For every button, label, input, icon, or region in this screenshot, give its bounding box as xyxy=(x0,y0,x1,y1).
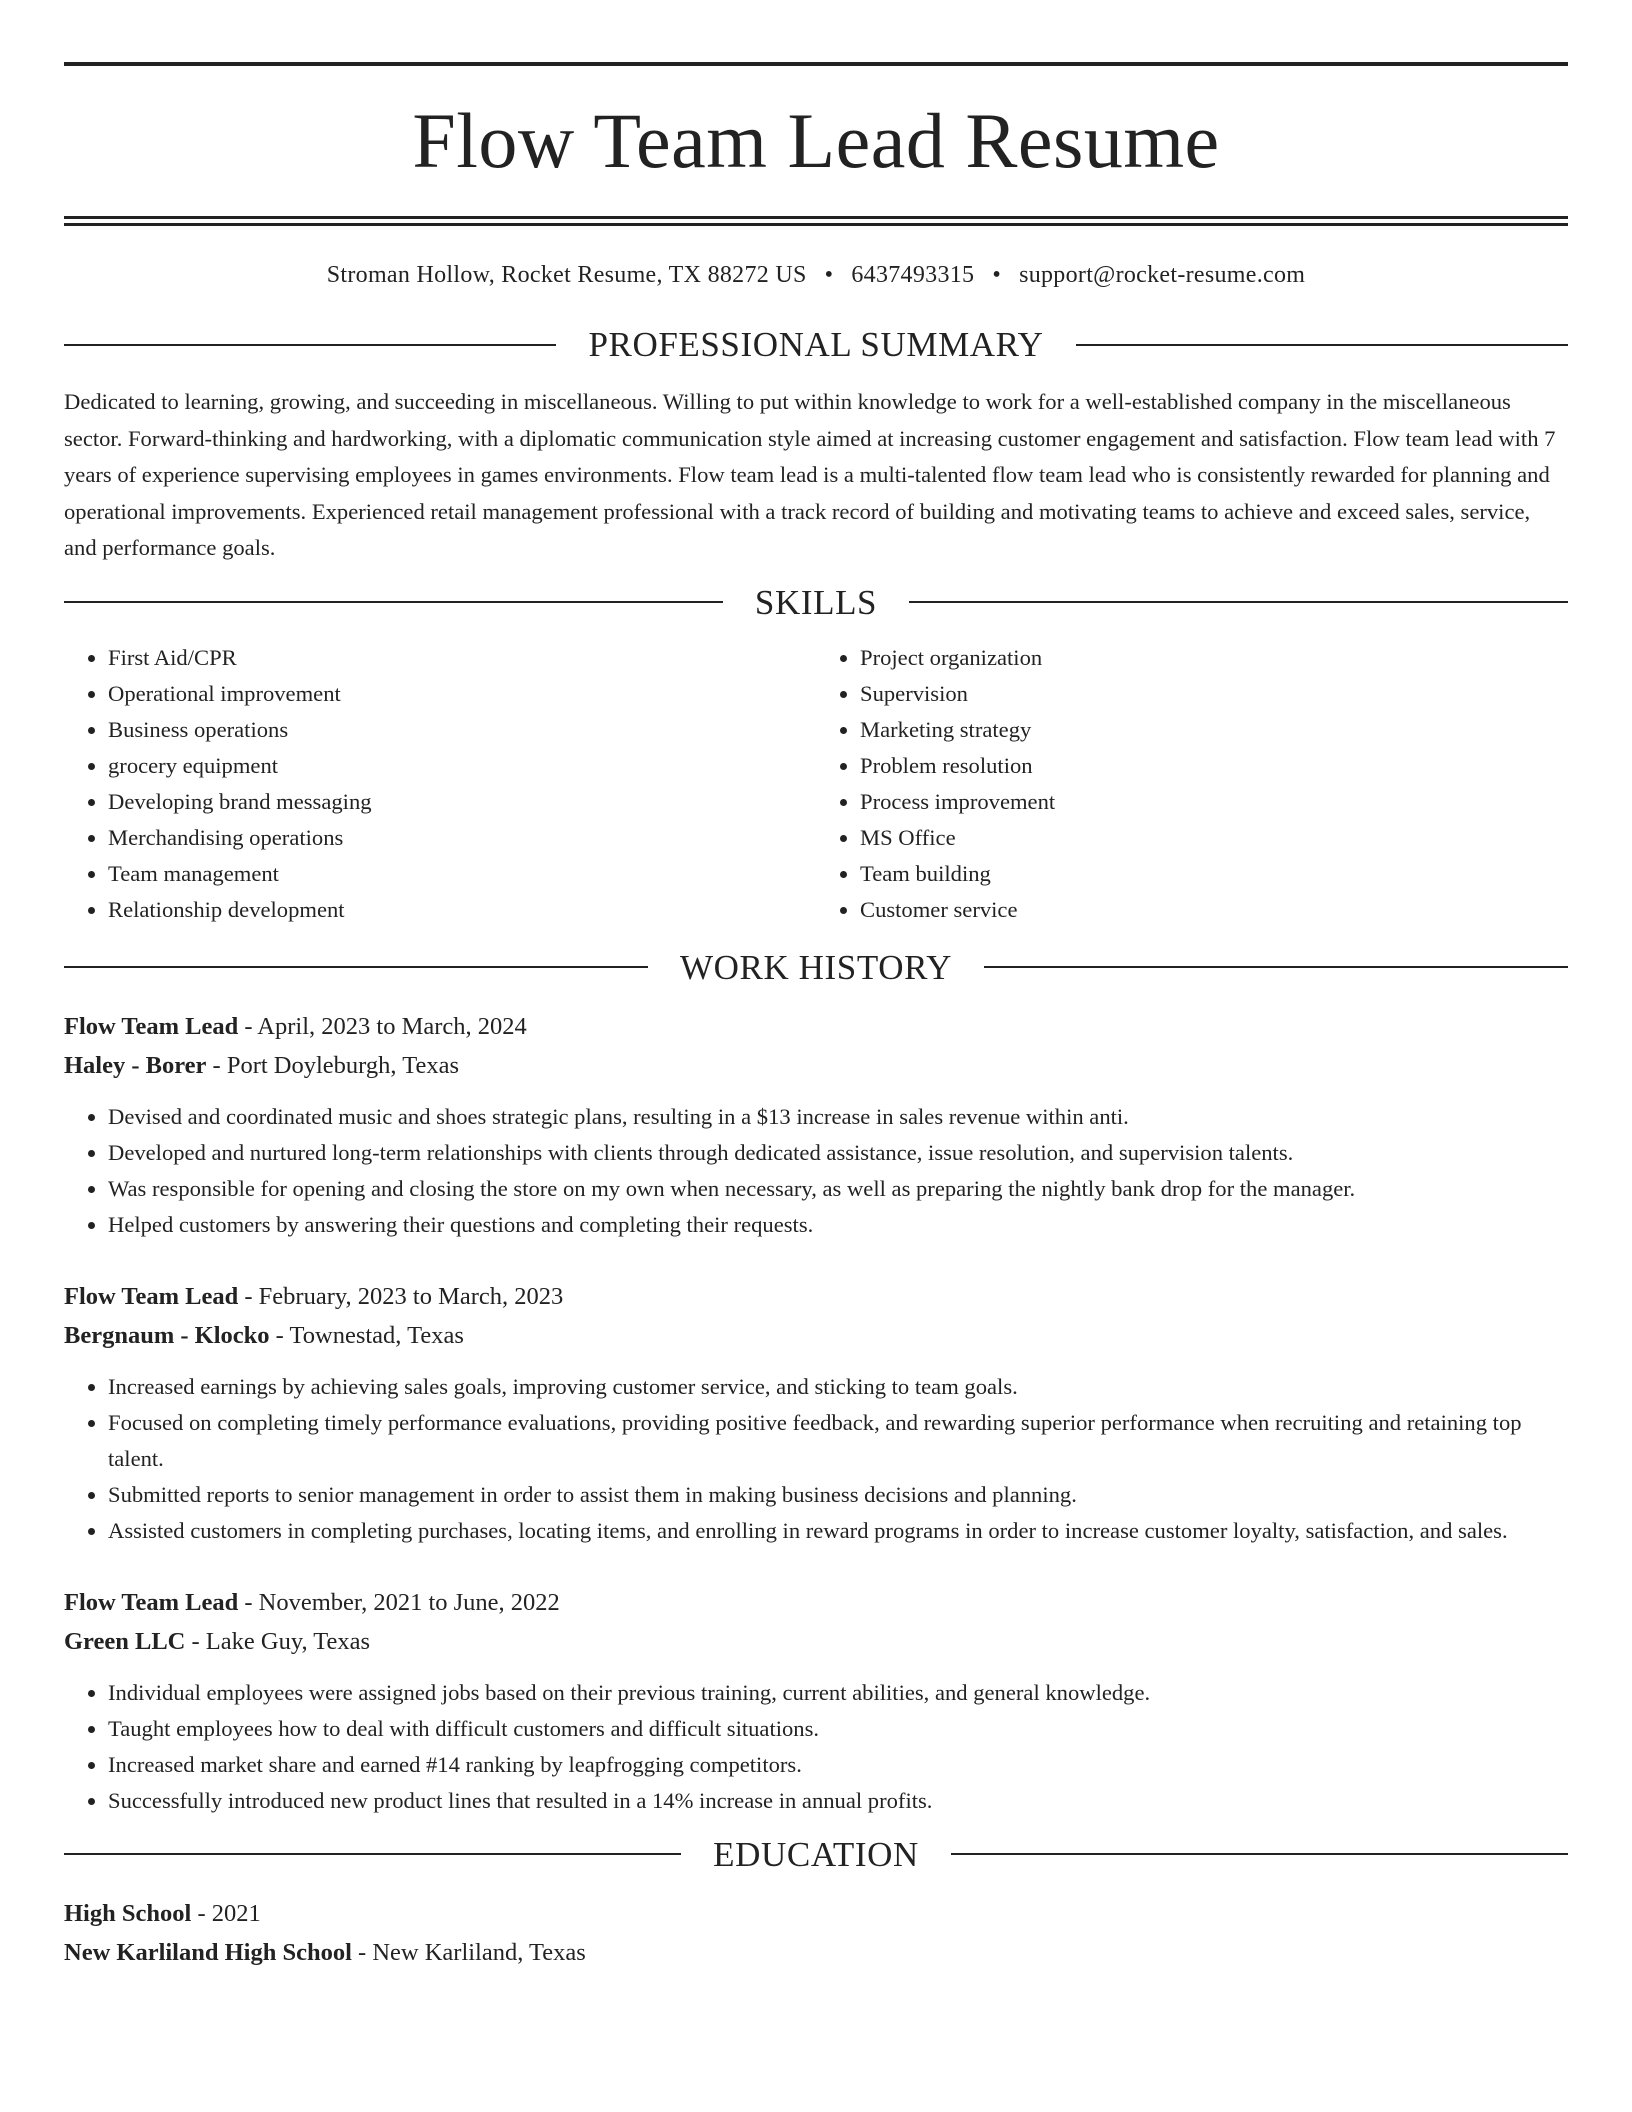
job-location: - Lake Guy, Texas xyxy=(185,1627,371,1655)
skills-list xyxy=(64,640,1568,928)
job-dates: - April, 2023 to March, 2024 xyxy=(238,1012,527,1040)
job-bullet: • Assisted customers in completing purchases, locating items, and enrolling in reward programs in order to increase customer loyalty, satisfaction, and sales. xyxy=(108,1513,1568,1549)
skill-item: • Developing brand messaging xyxy=(108,784,816,820)
education-year: - 2021 xyxy=(191,1899,261,1927)
job-bullet: • Devised and coordinated music and shoes strategic plans, resulting in a $13 increase in sales revenue within anti. xyxy=(108,1099,1568,1135)
skills-heading-label: SKILLS xyxy=(754,582,878,622)
job-bullet: • Increased earnings by achieving sales goals, improving customer service, and sticking to team goals. xyxy=(108,1369,1568,1405)
education-degree: High School xyxy=(64,1899,192,1927)
job-bullet: • Individual employees were assigned jobs based on their previous training, current abilities, and general knowledge. xyxy=(108,1675,1568,1711)
job-bullet: • Taught employees how to deal with difficult customers and difficult situations. xyxy=(108,1711,1568,1747)
job-location: - Port Doyleburgh, Texas xyxy=(206,1051,459,1079)
job-title: Flow Team Lead xyxy=(64,1588,239,1616)
job-title-line xyxy=(64,1277,1568,1316)
skills-column-left xyxy=(64,640,816,928)
job-bullets xyxy=(64,1099,1568,1243)
contact-separator: • xyxy=(992,262,1002,288)
work-heading-label: WORK HISTORY xyxy=(680,947,952,987)
education-entry xyxy=(64,1894,1568,1972)
job-company-line xyxy=(64,1046,1568,1085)
education-school-line xyxy=(64,1933,1568,1972)
page-title: Flow Team Lead Resume xyxy=(412,97,1220,184)
skill-item: • Supervision xyxy=(860,676,1568,712)
job-location: - Townestad, Texas xyxy=(269,1321,464,1349)
skill-item: • Problem resolution xyxy=(860,748,1568,784)
heading-rule-left xyxy=(64,601,723,603)
job-bullet: • Focused on completing timely performance evaluations, providing positive feedback, and rewarding superior performance when recruiting and retaining top talent. xyxy=(108,1405,1568,1477)
skill-item: • Team building xyxy=(860,856,1568,892)
skill-item: • Merchandising operations xyxy=(108,820,816,856)
job-bullet: • Was responsible for opening and closing the store on my own when necessary, as well as preparing the nightly bank drop for the manager. xyxy=(108,1171,1568,1207)
heading-rule-right xyxy=(1076,344,1568,346)
title-double-rule xyxy=(64,216,1568,226)
skills-section-heading xyxy=(64,582,1568,622)
summary-heading-label: PROFESSIONAL SUMMARY xyxy=(588,325,1044,364)
job-entry xyxy=(64,1007,1568,1243)
job-company: Green LLC xyxy=(64,1627,186,1655)
contact-separator: • xyxy=(824,262,834,288)
summary-section-heading xyxy=(64,327,1568,362)
education-section-heading xyxy=(64,1834,1568,1874)
contact-line xyxy=(64,262,1568,289)
job-dates: - February, 2023 to March, 2023 xyxy=(238,1282,564,1310)
job-company-line xyxy=(64,1622,1568,1661)
job-bullet: • Successfully introduced new product lines that resulted in a 14% increase in annual profits. xyxy=(108,1783,1568,1819)
job-bullet: • Submitted reports to senior management in order to assist them in making business decisions and planning. xyxy=(108,1477,1568,1513)
job-company: Bergnaum - Klocko xyxy=(64,1321,270,1349)
job-bullet: • Helped customers by answering their questions and completing their requests. xyxy=(108,1207,1568,1243)
skill-item: • Team management xyxy=(108,856,816,892)
job-bullets xyxy=(64,1369,1568,1549)
job-bullet: • Developed and nurtured long-term relationships with clients through dedicated assistance, issue resolution, and supervision talents. xyxy=(108,1135,1568,1171)
skill-item: • First Aid/CPR xyxy=(108,640,816,676)
skill-item: • Process improvement xyxy=(860,784,1568,820)
summary-text: Dedicated to learning, growing, and succeeding in miscellaneous. Willing to put within knowledge to work for a well-established company in the miscellaneous sector. Forward-thinking and hardworking, with a diplomatic communication style aimed at increasing customer engagement and satisfaction. Flow team lead with 7 years of experience supervising employees in games environments. Flow team lead is a multi-talented flow team lead who is consistently rewarded for planning and operational improvements. Experienced retail management professional with a track record of building and motivating teams to achieve and exceed sales, service, and performance goals. xyxy=(64,389,1556,560)
contact-phone: 6437493315 xyxy=(851,262,975,288)
education-degree-line xyxy=(64,1894,1568,1933)
education-location: - New Karliland, Texas xyxy=(351,1938,586,1966)
job-company-line xyxy=(64,1316,1568,1355)
skill-item: • Marketing strategy xyxy=(860,712,1568,748)
education-heading-label: EDUCATION xyxy=(713,1834,919,1874)
job-company: Haley - Borer xyxy=(64,1051,207,1079)
heading-rule-right xyxy=(984,966,1568,968)
job-entry xyxy=(64,1277,1568,1549)
job-title-line xyxy=(64,1007,1568,1046)
heading-rule-left xyxy=(64,344,556,346)
job-entry xyxy=(64,1583,1568,1819)
heading-rule-right xyxy=(909,601,1568,603)
skill-item: • Project organization xyxy=(860,640,1568,676)
work-section-heading xyxy=(64,947,1568,987)
top-rule xyxy=(64,62,1568,66)
skill-item: • Relationship development xyxy=(108,892,816,928)
skill-item: • Business operations xyxy=(108,712,816,748)
job-title-line xyxy=(64,1583,1568,1622)
heading-rule-right xyxy=(951,1853,1568,1855)
job-bullet: • Increased market share and earned #14 ranking by leapfrogging competitors. xyxy=(108,1747,1568,1783)
job-dates: - November, 2021 to June, 2022 xyxy=(238,1588,560,1616)
contact-email: support@rocket-resume.com xyxy=(1019,262,1306,288)
skill-item: • Customer service xyxy=(860,892,1568,928)
skill-item: • grocery equipment xyxy=(108,748,816,784)
contact-address: Stroman Hollow, Rocket Resume, TX 88272 US xyxy=(326,262,807,288)
skill-item: • MS Office xyxy=(860,820,1568,856)
job-title: Flow Team Lead xyxy=(64,1282,239,1310)
heading-rule-left xyxy=(64,966,648,968)
skill-item: • Operational improvement xyxy=(108,676,816,712)
job-bullets xyxy=(64,1675,1568,1819)
job-title: Flow Team Lead xyxy=(64,1012,239,1040)
skills-column-right xyxy=(816,640,1568,928)
heading-rule-left xyxy=(64,1853,681,1855)
education-school: New Karliland High School xyxy=(64,1938,352,1966)
